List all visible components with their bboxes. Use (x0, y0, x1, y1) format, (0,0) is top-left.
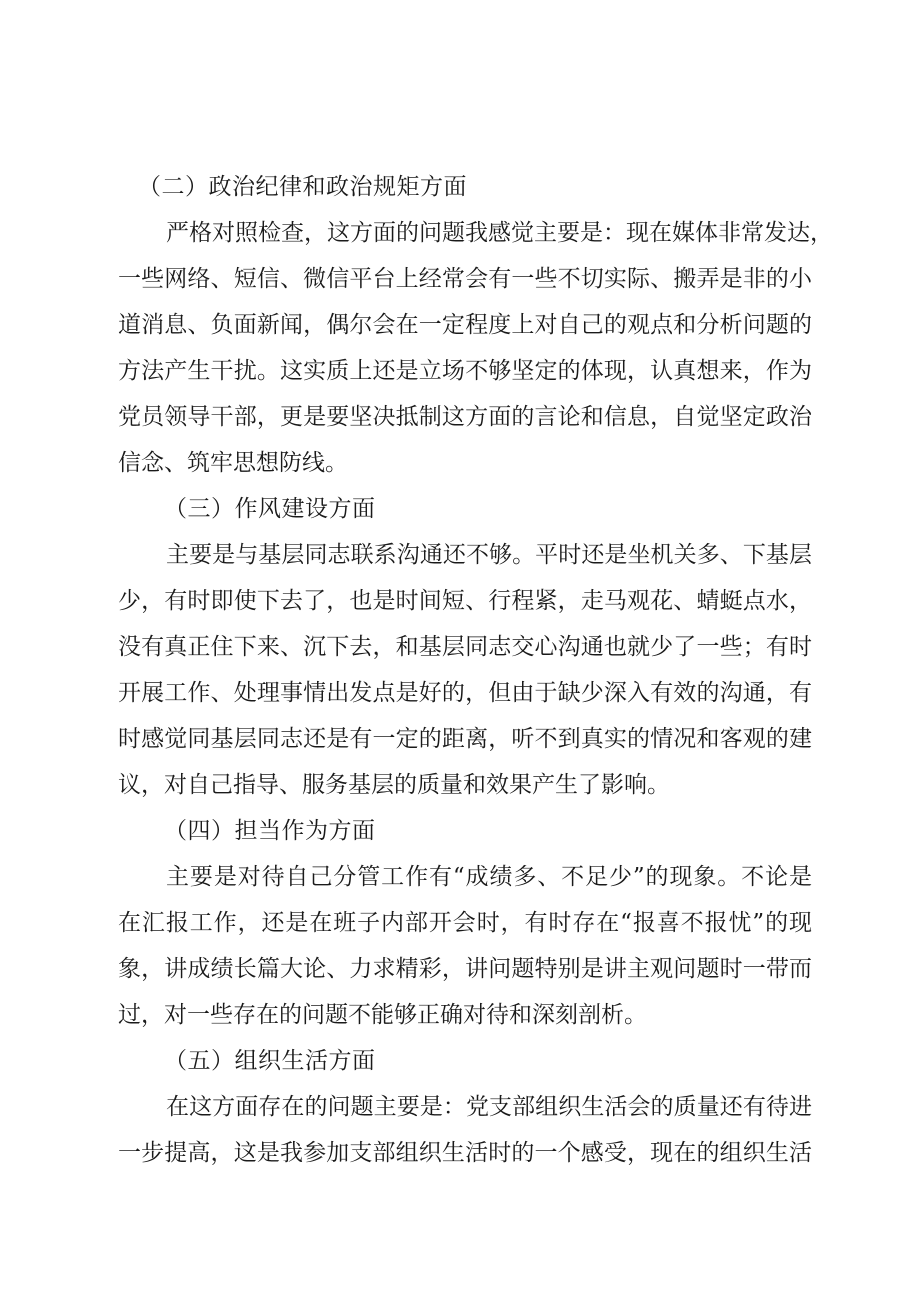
paragraph-line: 一些网络、短信、微信平台上经常会有一些不切实际、搬弄是非的小 (118, 266, 812, 292)
paragraph-line: 议，对自己指导、服务基层的质量和效果产生了影响。 (118, 772, 670, 798)
paragraph-line: 开展工作、处理事情出发点是好的，但由于缺少深入有效的沟通，有 (118, 680, 812, 706)
paragraph-line: 方法产生干扰。这实质上还是立场不够坚定的体现，认真想来，作为 (118, 358, 812, 384)
paragraph-line: 主要是对待自己分管工作有“成绩多、不足少”的现象。不论是 (166, 864, 812, 890)
paragraph-line: 时感觉同基层同志还是有一定的距离，听不到真实的情况和客观的建 (118, 726, 812, 752)
paragraph-line: 在汇报工作，还是在班子内部开会时，有时存在“报喜不报忧”的现 (118, 910, 812, 936)
paragraph-line: 主要是与基层同志联系沟通还不够。平时还是坐机关多、下基层 (166, 542, 812, 568)
paragraph-line: 党员领导干部，更是要坚决抵制这方面的言论和信息，自觉坚定政治 (118, 404, 812, 430)
paragraph-line: 在这方面存在的问题主要是：党支部组织生活会的质量还有待进 (166, 1094, 812, 1120)
section-heading: （三）作风建设方面 (164, 496, 376, 522)
paragraph-line: 过，对一些存在的问题不能够正确对待和深刻剖析。 (118, 1002, 647, 1028)
section-heading: （二）政治纪律和政治规矩方面 (138, 174, 467, 200)
paragraph-line: 信念、筑牢思想防线。 (118, 450, 348, 476)
section-heading: （五）组织生活方面 (164, 1048, 376, 1074)
paragraph-line: 象，讲成绩长篇大论、力求精彩，讲问题特别是讲主观问题时一带而 (118, 956, 812, 982)
paragraph-line: 一步提高，这是我参加支部组织生活时的一个感受，现在的组织生活 (118, 1140, 812, 1166)
paragraph-line: 少，有时即使下去了，也是时间短、行程紧，走马观花、蜻蜓点水， (118, 588, 812, 614)
paragraph-line: 严格对照检查，这方面的问题我感觉主要是：现在媒体非常发达， (166, 220, 833, 246)
section-heading: （四）担当作为方面 (164, 818, 376, 844)
paragraph-line: 没有真正住下来、沉下去，和基层同志交心沟通也就少了一些；有时 (118, 634, 812, 660)
paragraph-line: 道消息、负面新闻，偶尔会在一定程度上对自己的观点和分析问题的 (118, 312, 812, 338)
